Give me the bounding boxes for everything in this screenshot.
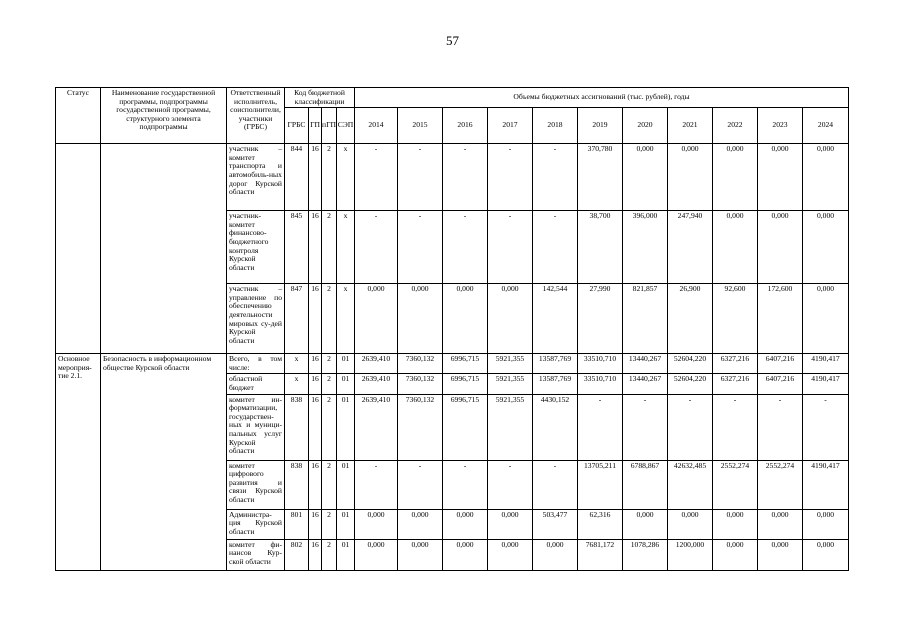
code-sep-cell: 01 — [337, 354, 355, 374]
value-cell-2019: - — [578, 394, 623, 460]
header-year-2020: 2020 — [623, 108, 668, 144]
value-cell-2016: - — [443, 144, 488, 211]
code-sep-cell: 01 — [337, 394, 355, 460]
value-cell-2018: 13587,769 — [533, 354, 578, 374]
header-year-2016: 2016 — [443, 108, 488, 144]
status-cell: Основное мероприя-тие 2.1. — [56, 354, 101, 570]
value-cell-2014: 0,000 — [355, 509, 398, 539]
code-grbs-cell: 838 — [285, 460, 309, 509]
code-sep-cell: х — [337, 284, 355, 354]
value-cell-2017: - — [488, 211, 533, 284]
code-gp-cell: 16 — [309, 539, 322, 570]
code-gp-cell: 16 — [309, 284, 322, 354]
value-cell-2014: 2639,410 — [355, 354, 398, 374]
value-cell-2016: 6996,715 — [443, 354, 488, 374]
value-cell-2014: - — [355, 211, 398, 284]
code-grbs-cell: 845 — [285, 211, 309, 284]
executor-cell: Всего, в том числе: — [227, 354, 285, 374]
value-cell-2016: 0,000 — [443, 284, 488, 354]
value-cell-2018: 13587,769 — [533, 374, 578, 394]
header-code-0: ГРБС — [285, 108, 309, 144]
value-cell-2014: - — [355, 460, 398, 509]
value-cell-2023: 0,000 — [758, 211, 803, 284]
header-year-2014: 2014 — [355, 108, 398, 144]
executor-cell: комитет цифрового развития и связи Курской области — [227, 460, 285, 509]
code-grbs-cell: х — [285, 374, 309, 394]
executor-cell: Администра-ция Курской области — [227, 509, 285, 539]
value-cell-2015: - — [398, 460, 443, 509]
code-pgp-cell: 2 — [322, 211, 337, 284]
code-gp-cell: 16 — [309, 211, 322, 284]
header-budget-code: Код бюджетной классификации — [285, 88, 355, 108]
executor-cell: участник – комитет транспорта и автомобиль-ных дорог Курской области — [227, 144, 285, 211]
header-code-2: пГП — [322, 108, 337, 144]
code-pgp-cell: 2 — [322, 354, 337, 374]
value-cell-2024: 0,000 — [803, 284, 849, 354]
code-pgp-cell: 2 — [322, 374, 337, 394]
value-cell-2019: 33510,710 — [578, 374, 623, 394]
value-cell-2019: 27,990 — [578, 284, 623, 354]
value-cell-2016: - — [443, 211, 488, 284]
value-cell-2024: 0,000 — [803, 509, 849, 539]
value-cell-2020: 821,857 — [623, 284, 668, 354]
header-volumes: Объемы бюджетных ассигнований (тыс. рублей), годы — [355, 88, 849, 108]
code-gp-cell: 16 — [309, 354, 322, 374]
value-cell-2018: - — [533, 144, 578, 211]
value-cell-2014: 2639,410 — [355, 394, 398, 460]
value-cell-2015: 0,000 — [398, 284, 443, 354]
value-cell-2020: 6788,867 — [623, 460, 668, 509]
value-cell-2016: 6996,715 — [443, 394, 488, 460]
value-cell-2015: 7360,132 — [398, 394, 443, 460]
executor-cell: участник-комитет финансово-бюджетного контроля Курской области — [227, 211, 285, 284]
value-cell-2016: 0,000 — [443, 539, 488, 570]
value-cell-2024: 0,000 — [803, 211, 849, 284]
value-cell-2024: - — [803, 394, 849, 460]
header-code-3: СЭП — [337, 108, 355, 144]
value-cell-2014: - — [355, 144, 398, 211]
value-cell-2021: 42632,485 — [668, 460, 713, 509]
code-grbs-cell: 802 — [285, 539, 309, 570]
value-cell-2022: 0,000 — [713, 539, 758, 570]
value-cell-2020: 13440,267 — [623, 374, 668, 394]
value-cell-2015: - — [398, 144, 443, 211]
code-gp-cell: 16 — [309, 374, 322, 394]
value-cell-2023: 0,000 — [758, 144, 803, 211]
value-cell-2022: 92,600 — [713, 284, 758, 354]
status-cell — [56, 144, 101, 354]
executor-cell: участник – управление по обеспечению деятельности мировых су-дей Курской области — [227, 284, 285, 354]
code-grbs-cell: 847 — [285, 284, 309, 354]
value-cell-2020: - — [623, 394, 668, 460]
executor-cell: комитет ин-форматизации, государствен-ных и муници-пальных услуг Курской области — [227, 394, 285, 460]
value-cell-2016: 6996,715 — [443, 374, 488, 394]
value-cell-2020: 0,000 — [623, 509, 668, 539]
value-cell-2015: 0,000 — [398, 539, 443, 570]
value-cell-2017: 0,000 — [488, 284, 533, 354]
value-cell-2021: 26,900 — [668, 284, 713, 354]
value-cell-2016: - — [443, 460, 488, 509]
table-body — [56, 144, 849, 570]
value-cell-2018: 0,000 — [533, 539, 578, 570]
value-cell-2021: 52604,220 — [668, 354, 713, 374]
code-sep-cell: х — [337, 144, 355, 211]
value-cell-2014: 0,000 — [355, 539, 398, 570]
value-cell-2018: 142,544 — [533, 284, 578, 354]
code-pgp-cell: 2 — [322, 144, 337, 211]
code-gp-cell: 16 — [309, 144, 322, 211]
header-year-2023: 2023 — [758, 108, 803, 144]
value-cell-2021: 247,940 — [668, 211, 713, 284]
table-row — [56, 144, 849, 211]
header-year-2024: 2024 — [803, 108, 849, 144]
header-year-2017: 2017 — [488, 108, 533, 144]
value-cell-2022: 0,000 — [713, 509, 758, 539]
value-cell-2023: 6407,216 — [758, 354, 803, 374]
value-cell-2021: 52604,220 — [668, 374, 713, 394]
code-pgp-cell: 2 — [322, 284, 337, 354]
value-cell-2017: - — [488, 144, 533, 211]
value-cell-2022: 6327,216 — [713, 374, 758, 394]
value-cell-2023: 2552,274 — [758, 460, 803, 509]
header-name: Наименование государственной программы, подпрограммы государственной программы, структурного элемента подпрограммы — [101, 88, 227, 144]
code-gp-cell: 16 — [309, 394, 322, 460]
executor-cell: областной бюджет — [227, 374, 285, 394]
header-year-2021: 2021 — [668, 108, 713, 144]
value-cell-2015: 7360,132 — [398, 374, 443, 394]
code-gp-cell: 16 — [309, 460, 322, 509]
value-cell-2019: 62,316 — [578, 509, 623, 539]
value-cell-2019: 370,780 — [578, 144, 623, 211]
value-cell-2017: 0,000 — [488, 539, 533, 570]
code-sep-cell: 01 — [337, 374, 355, 394]
executor-cell: комитет фи-нансов Кур-ской области — [227, 539, 285, 570]
code-pgp-cell: 2 — [322, 539, 337, 570]
header-year-2018: 2018 — [533, 108, 578, 144]
value-cell-2022: 0,000 — [713, 211, 758, 284]
code-grbs-cell: х — [285, 354, 309, 374]
header-code-1: ГП — [309, 108, 322, 144]
value-cell-2023: 6407,216 — [758, 374, 803, 394]
value-cell-2023: 0,000 — [758, 509, 803, 539]
value-cell-2021: 1200,000 — [668, 539, 713, 570]
header-year-2022: 2022 — [713, 108, 758, 144]
table-row — [56, 354, 849, 374]
value-cell-2018: - — [533, 211, 578, 284]
value-cell-2024: 4190,417 — [803, 460, 849, 509]
value-cell-2024: 4190,417 — [803, 354, 849, 374]
value-cell-2017: 5921,355 — [488, 394, 533, 460]
value-cell-2014: 0,000 — [355, 284, 398, 354]
header-year-2019: 2019 — [578, 108, 623, 144]
value-cell-2021: 0,000 — [668, 144, 713, 211]
value-cell-2020: 1078,286 — [623, 539, 668, 570]
value-cell-2023: 172,600 — [758, 284, 803, 354]
value-cell-2020: 396,000 — [623, 211, 668, 284]
header-row — [56, 88, 849, 108]
value-cell-2017: 0,000 — [488, 509, 533, 539]
value-cell-2021: - — [668, 394, 713, 460]
page-number: 57 — [446, 33, 459, 48]
header-status: Статус — [56, 88, 101, 144]
value-cell-2024: 4190,417 — [803, 374, 849, 394]
value-cell-2017: 5921,355 — [488, 354, 533, 374]
header-executor: Ответственный исполнитель, соисполнители, участники (ГРБС) — [227, 88, 285, 144]
value-cell-2015: - — [398, 211, 443, 284]
value-cell-2014: 2639,410 — [355, 374, 398, 394]
value-cell-2018: - — [533, 460, 578, 509]
value-cell-2016: 0,000 — [443, 509, 488, 539]
value-cell-2023: - — [758, 394, 803, 460]
value-cell-2019: 33510,710 — [578, 354, 623, 374]
value-cell-2024: 0,000 — [803, 144, 849, 211]
code-gp-cell: 16 — [309, 509, 322, 539]
value-cell-2019: 7681,172 — [578, 539, 623, 570]
value-cell-2022: 0,000 — [713, 144, 758, 211]
value-cell-2022: 6327,216 — [713, 354, 758, 374]
name-cell: Безопасность в информационном обществе Курской области — [101, 354, 227, 570]
header-year-2015: 2015 — [398, 108, 443, 144]
code-sep-cell: 01 — [337, 509, 355, 539]
name-cell — [101, 144, 227, 354]
code-grbs-cell: 844 — [285, 144, 309, 211]
value-cell-2023: 0,000 — [758, 539, 803, 570]
value-cell-2020: 13440,267 — [623, 354, 668, 374]
value-cell-2024: 0,000 — [803, 539, 849, 570]
value-cell-2022: 2552,274 — [713, 460, 758, 509]
code-pgp-cell: 2 — [322, 394, 337, 460]
code-pgp-cell: 2 — [322, 509, 337, 539]
value-cell-2015: 7360,132 — [398, 354, 443, 374]
value-cell-2021: 0,000 — [668, 509, 713, 539]
code-sep-cell: 01 — [337, 460, 355, 509]
value-cell-2022: - — [713, 394, 758, 460]
code-pgp-cell: 2 — [322, 460, 337, 509]
value-cell-2018: 4430,152 — [533, 394, 578, 460]
budget-table — [55, 87, 849, 571]
code-grbs-cell: 838 — [285, 394, 309, 460]
code-sep-cell: 01 — [337, 539, 355, 570]
code-sep-cell: х — [337, 211, 355, 284]
code-grbs-cell: 801 — [285, 509, 309, 539]
value-cell-2019: 38,700 — [578, 211, 623, 284]
value-cell-2020: 0,000 — [623, 144, 668, 211]
value-cell-2018: 503,477 — [533, 509, 578, 539]
value-cell-2019: 13705,211 — [578, 460, 623, 509]
value-cell-2017: - — [488, 460, 533, 509]
value-cell-2017: 5921,355 — [488, 374, 533, 394]
value-cell-2015: 0,000 — [398, 509, 443, 539]
